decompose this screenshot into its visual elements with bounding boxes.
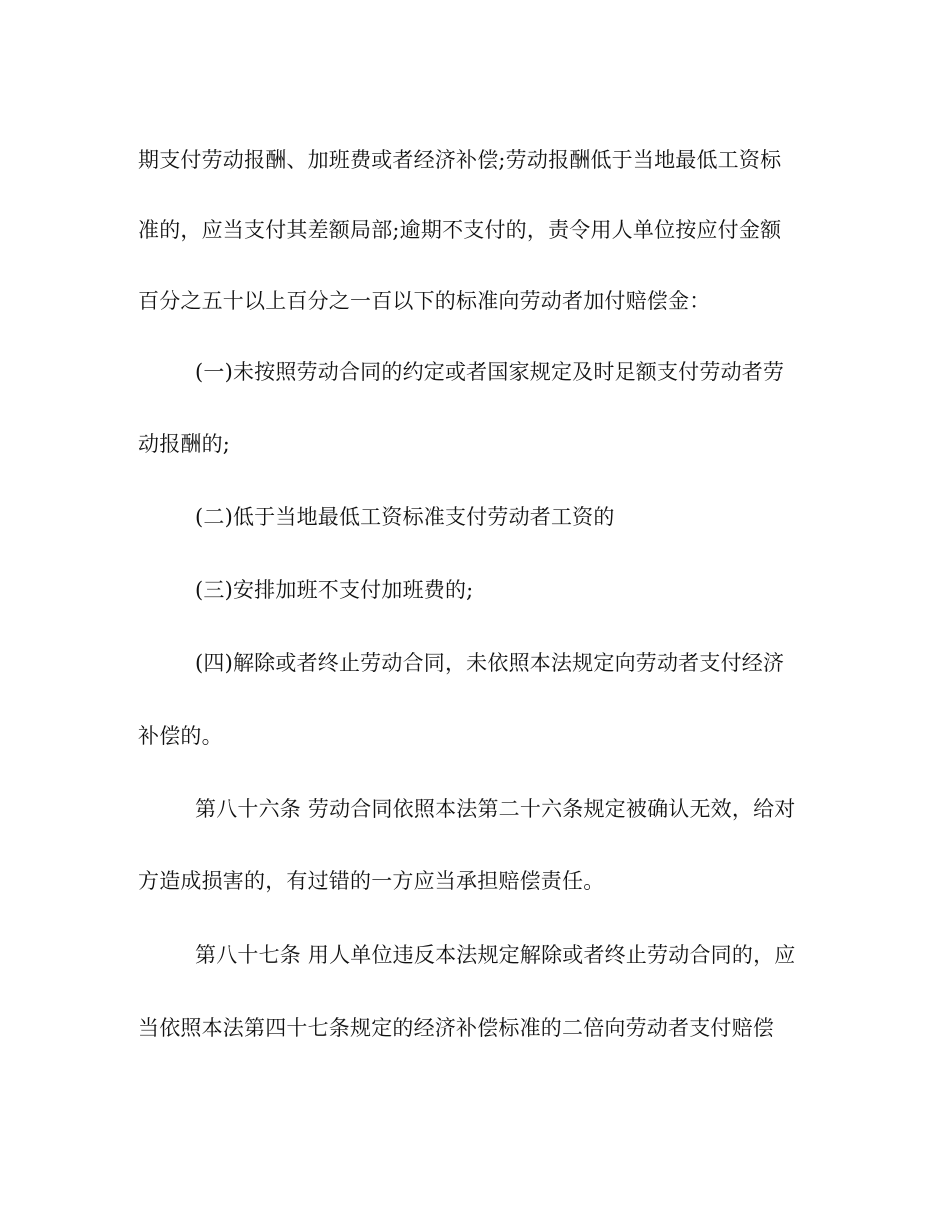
- text-line: 期支付劳动报酬、加班费或者经济补偿;劳动报酬低于当地最低工资标: [138, 148, 782, 172]
- text-line: 补偿的。: [138, 724, 223, 748]
- text-line: 百分之五十以上百分之一百以下的标准向劳动者加付赔偿金：: [138, 289, 711, 313]
- text-line: 方造成损害的，有过错的一方应当承担赔偿责任。: [138, 869, 605, 893]
- article-87: 第八十七条 用人单位违反本法规定解除或者终止劳动合同的，应: [195, 943, 796, 967]
- article-86: 第八十六条 劳动合同依照本法第二十六条规定被确认无效，给对: [195, 797, 796, 821]
- list-item-4: (四)解除或者终止劳动合同，未依照本法规定向劳动者支付经济: [195, 651, 785, 675]
- list-item-2: (二)低于当地最低工资标准支付劳动者工资的: [195, 505, 615, 529]
- list-item-3: (三)安排加班不支付加班费的;: [195, 578, 474, 602]
- text-line: 准的，应当支付其差额局部;逾期不支付的，责令用人单位按应付金额: [138, 218, 782, 242]
- text-line: 当依照本法第四十七条规定的经济补偿标准的二倍向劳动者支付赔偿: [138, 1016, 774, 1040]
- list-item-1: (一)未按照劳动合同的约定或者国家规定及时足额支付劳动者劳: [195, 360, 785, 384]
- text-line: 动报酬的;: [138, 432, 231, 456]
